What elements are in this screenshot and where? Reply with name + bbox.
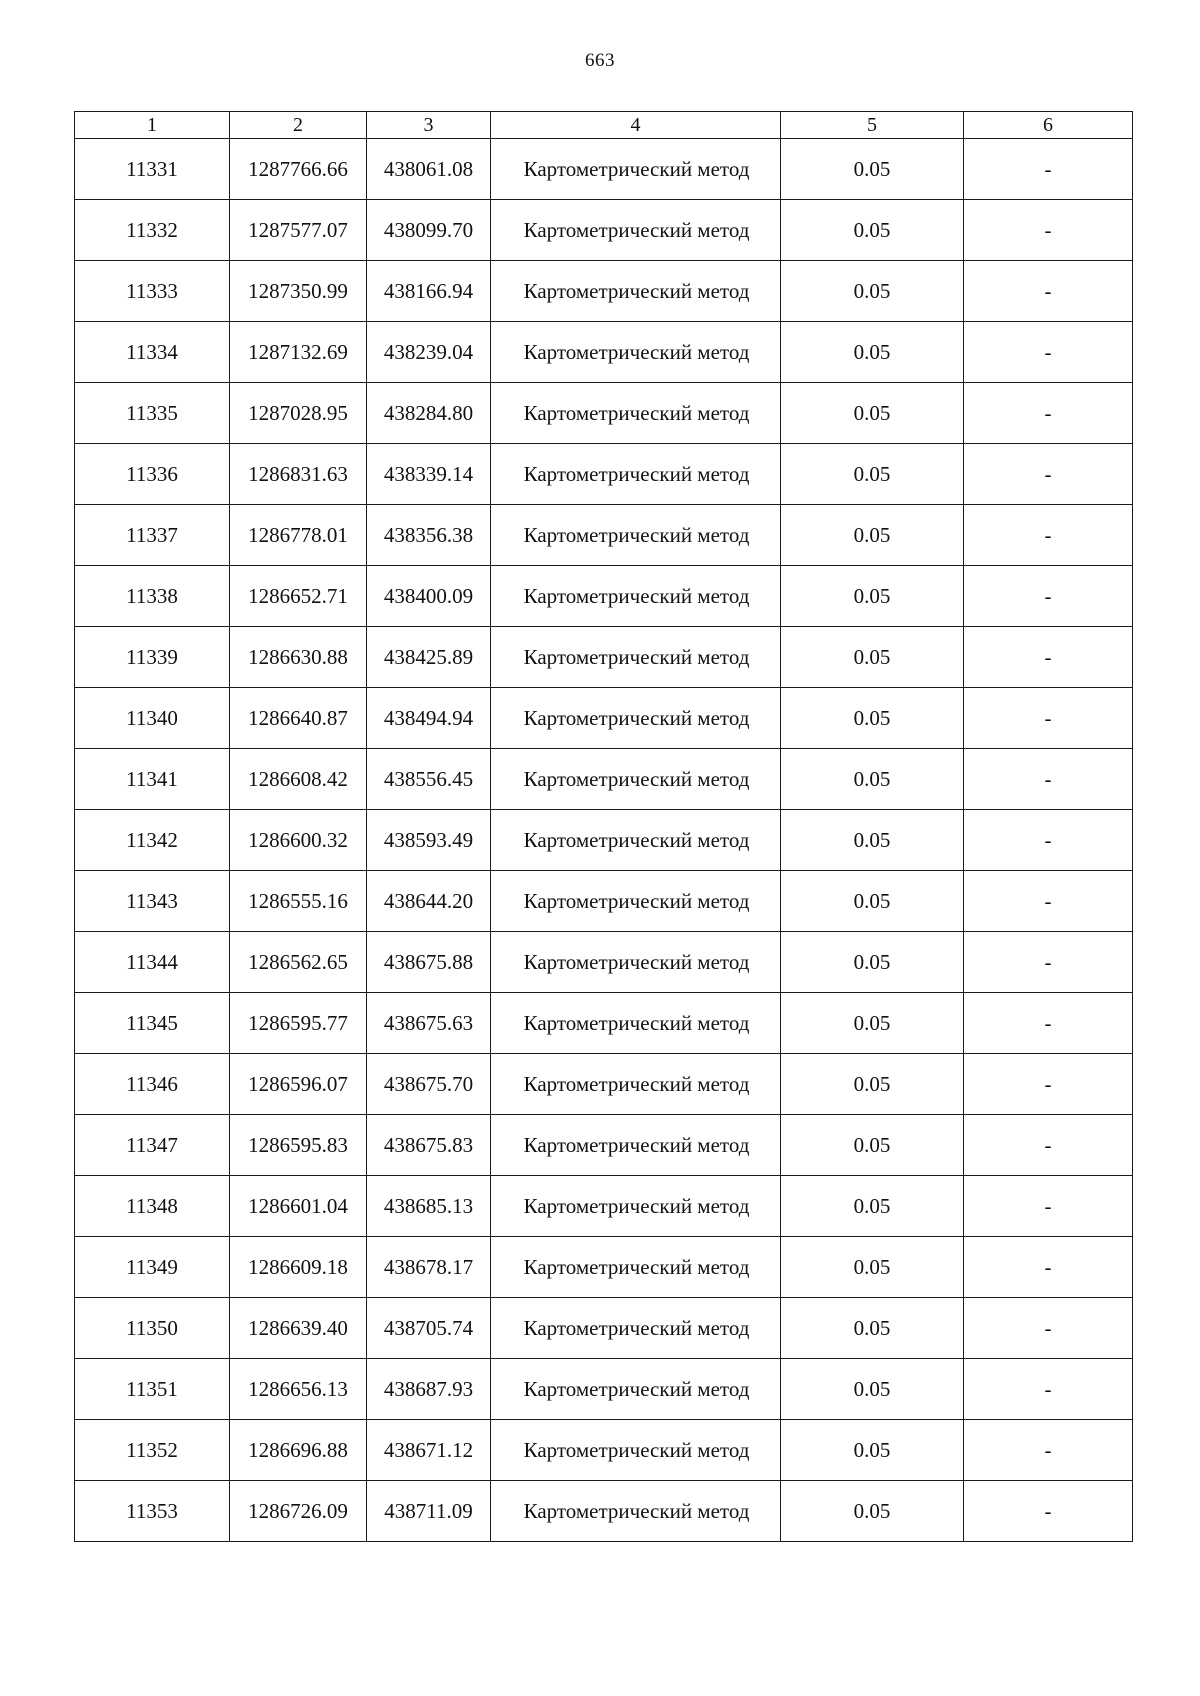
y-coordinate-cell: 438671.12 [367,1420,491,1481]
point-number-cell: 11349 [75,1237,230,1298]
accuracy-cell: 0.05 [781,993,964,1054]
column-header-3: 3 [367,112,491,139]
x-coordinate-cell: 1287132.69 [230,322,367,383]
column-header-6: 6 [964,112,1133,139]
x-coordinate-cell: 1286595.83 [230,1115,367,1176]
note-cell: - [964,261,1133,322]
x-coordinate-cell: 1287350.99 [230,261,367,322]
note-cell: - [964,1115,1133,1176]
method-cell: Картометрический метод [491,1237,781,1298]
note-cell: - [964,1481,1133,1542]
method-cell: Картометрический метод [491,322,781,383]
y-coordinate-cell: 438675.70 [367,1054,491,1115]
y-coordinate-cell: 438099.70 [367,200,491,261]
point-number-cell: 11336 [75,444,230,505]
method-cell: Картометрический метод [491,566,781,627]
table-row [75,139,1133,200]
table-row [75,871,1133,932]
point-number-cell: 11342 [75,810,230,871]
table-row [75,1054,1133,1115]
x-coordinate-cell: 1287577.07 [230,200,367,261]
x-coordinate-cell: 1286726.09 [230,1481,367,1542]
method-cell: Картометрический метод [491,139,781,200]
method-cell: Картометрический метод [491,1176,781,1237]
accuracy-cell: 0.05 [781,871,964,932]
method-cell: Картометрический метод [491,1359,781,1420]
method-cell: Картометрический метод [491,1420,781,1481]
point-number-cell: 11344 [75,932,230,993]
accuracy-cell: 0.05 [781,505,964,566]
accuracy-cell: 0.05 [781,1054,964,1115]
table-row [75,566,1133,627]
point-number-cell: 11335 [75,383,230,444]
point-number-cell: 11348 [75,1176,230,1237]
accuracy-cell: 0.05 [781,1420,964,1481]
accuracy-cell: 0.05 [781,1298,964,1359]
method-cell: Картометрический метод [491,627,781,688]
y-coordinate-cell: 438356.38 [367,505,491,566]
point-number-cell: 11338 [75,566,230,627]
table-row [75,749,1133,810]
table-row [75,1115,1133,1176]
y-coordinate-cell: 438425.89 [367,627,491,688]
accuracy-cell: 0.05 [781,810,964,871]
x-coordinate-cell: 1286652.71 [230,566,367,627]
table-row [75,810,1133,871]
note-cell: - [964,1176,1133,1237]
y-coordinate-cell: 438239.04 [367,322,491,383]
point-number-cell: 11341 [75,749,230,810]
note-cell: - [964,505,1133,566]
note-cell: - [964,993,1133,1054]
method-cell: Картометрический метод [491,1481,781,1542]
method-cell: Картометрический метод [491,261,781,322]
point-number-cell: 11350 [75,1298,230,1359]
table-row [75,1237,1133,1298]
method-cell: Картометрический метод [491,749,781,810]
y-coordinate-cell: 438675.88 [367,932,491,993]
note-cell: - [964,139,1133,200]
header-row [75,112,1133,139]
table-row [75,993,1133,1054]
y-coordinate-cell: 438284.80 [367,383,491,444]
point-number-cell: 11353 [75,1481,230,1542]
table-row [75,444,1133,505]
note-cell: - [964,749,1133,810]
table-body [75,139,1133,1542]
point-number-cell: 11333 [75,261,230,322]
y-coordinate-cell: 438685.13 [367,1176,491,1237]
x-coordinate-cell: 1286630.88 [230,627,367,688]
point-number-cell: 11345 [75,993,230,1054]
y-coordinate-cell: 438687.93 [367,1359,491,1420]
accuracy-cell: 0.05 [781,932,964,993]
note-cell: - [964,688,1133,749]
x-coordinate-cell: 1286778.01 [230,505,367,566]
page-number: 663 [585,50,615,71]
point-number-cell: 11337 [75,505,230,566]
x-coordinate-cell: 1286600.32 [230,810,367,871]
note-cell: - [964,871,1133,932]
table-row [75,932,1133,993]
accuracy-cell: 0.05 [781,139,964,200]
method-cell: Картометрический метод [491,383,781,444]
accuracy-cell: 0.05 [781,261,964,322]
note-cell: - [964,1054,1133,1115]
method-cell: Картометрический метод [491,993,781,1054]
column-header-4: 4 [491,112,781,139]
y-coordinate-cell: 438339.14 [367,444,491,505]
coordinates-table [74,111,1133,1542]
method-cell: Картометрический метод [491,444,781,505]
point-number-cell: 11352 [75,1420,230,1481]
point-number-cell: 11347 [75,1115,230,1176]
accuracy-cell: 0.05 [781,627,964,688]
method-cell: Картометрический метод [491,1054,781,1115]
column-header-1: 1 [75,112,230,139]
accuracy-cell: 0.05 [781,1237,964,1298]
table-row [75,1298,1133,1359]
note-cell: - [964,1237,1133,1298]
accuracy-cell: 0.05 [781,444,964,505]
y-coordinate-cell: 438494.94 [367,688,491,749]
point-number-cell: 11343 [75,871,230,932]
accuracy-cell: 0.05 [781,688,964,749]
x-coordinate-cell: 1286555.16 [230,871,367,932]
point-number-cell: 11346 [75,1054,230,1115]
accuracy-cell: 0.05 [781,1115,964,1176]
point-number-cell: 11339 [75,627,230,688]
y-coordinate-cell: 438400.09 [367,566,491,627]
accuracy-cell: 0.05 [781,1481,964,1542]
y-coordinate-cell: 438556.45 [367,749,491,810]
note-cell: - [964,383,1133,444]
y-coordinate-cell: 438678.17 [367,1237,491,1298]
x-coordinate-cell: 1286656.13 [230,1359,367,1420]
accuracy-cell: 0.05 [781,1176,964,1237]
method-cell: Картометрический метод [491,1115,781,1176]
note-cell: - [964,627,1133,688]
x-coordinate-cell: 1286696.88 [230,1420,367,1481]
x-coordinate-cell: 1287028.95 [230,383,367,444]
x-coordinate-cell: 1286608.42 [230,749,367,810]
table-row [75,1359,1133,1420]
point-number-cell: 11331 [75,139,230,200]
y-coordinate-cell: 438711.09 [367,1481,491,1542]
method-cell: Картометрический метод [491,810,781,871]
note-cell: - [964,200,1133,261]
column-header-5: 5 [781,112,964,139]
note-cell: - [964,566,1133,627]
x-coordinate-cell: 1286596.07 [230,1054,367,1115]
note-cell: - [964,1359,1133,1420]
method-cell: Картометрический метод [491,688,781,749]
y-coordinate-cell: 438166.94 [367,261,491,322]
x-coordinate-cell: 1286639.40 [230,1298,367,1359]
y-coordinate-cell: 438061.08 [367,139,491,200]
x-coordinate-cell: 1287766.66 [230,139,367,200]
table-row [75,1176,1133,1237]
note-cell: - [964,1420,1133,1481]
table-row [75,688,1133,749]
accuracy-cell: 0.05 [781,566,964,627]
y-coordinate-cell: 438644.20 [367,871,491,932]
note-cell: - [964,322,1133,383]
column-header-2: 2 [230,112,367,139]
table-row [75,1420,1133,1481]
point-number-cell: 11340 [75,688,230,749]
method-cell: Картометрический метод [491,871,781,932]
x-coordinate-cell: 1286595.77 [230,993,367,1054]
method-cell: Картометрический метод [491,1298,781,1359]
accuracy-cell: 0.05 [781,749,964,810]
x-coordinate-cell: 1286601.04 [230,1176,367,1237]
note-cell: - [964,810,1133,871]
accuracy-cell: 0.05 [781,1359,964,1420]
x-coordinate-cell: 1286831.63 [230,444,367,505]
table-row [75,627,1133,688]
accuracy-cell: 0.05 [781,383,964,444]
table-header [75,112,1133,139]
point-number-cell: 11334 [75,322,230,383]
method-cell: Картометрический метод [491,200,781,261]
accuracy-cell: 0.05 [781,200,964,261]
x-coordinate-cell: 1286609.18 [230,1237,367,1298]
table-row [75,200,1133,261]
point-number-cell: 11332 [75,200,230,261]
x-coordinate-cell: 1286640.87 [230,688,367,749]
note-cell: - [964,932,1133,993]
y-coordinate-cell: 438675.83 [367,1115,491,1176]
table-row [75,383,1133,444]
x-coordinate-cell: 1286562.65 [230,932,367,993]
y-coordinate-cell: 438675.63 [367,993,491,1054]
point-number-cell: 11351 [75,1359,230,1420]
note-cell: - [964,1298,1133,1359]
method-cell: Картометрический метод [491,505,781,566]
method-cell: Картометрический метод [491,932,781,993]
note-cell: - [964,444,1133,505]
table-row [75,505,1133,566]
accuracy-cell: 0.05 [781,322,964,383]
y-coordinate-cell: 438705.74 [367,1298,491,1359]
y-coordinate-cell: 438593.49 [367,810,491,871]
table-row [75,322,1133,383]
table-row [75,261,1133,322]
table-row [75,1481,1133,1542]
